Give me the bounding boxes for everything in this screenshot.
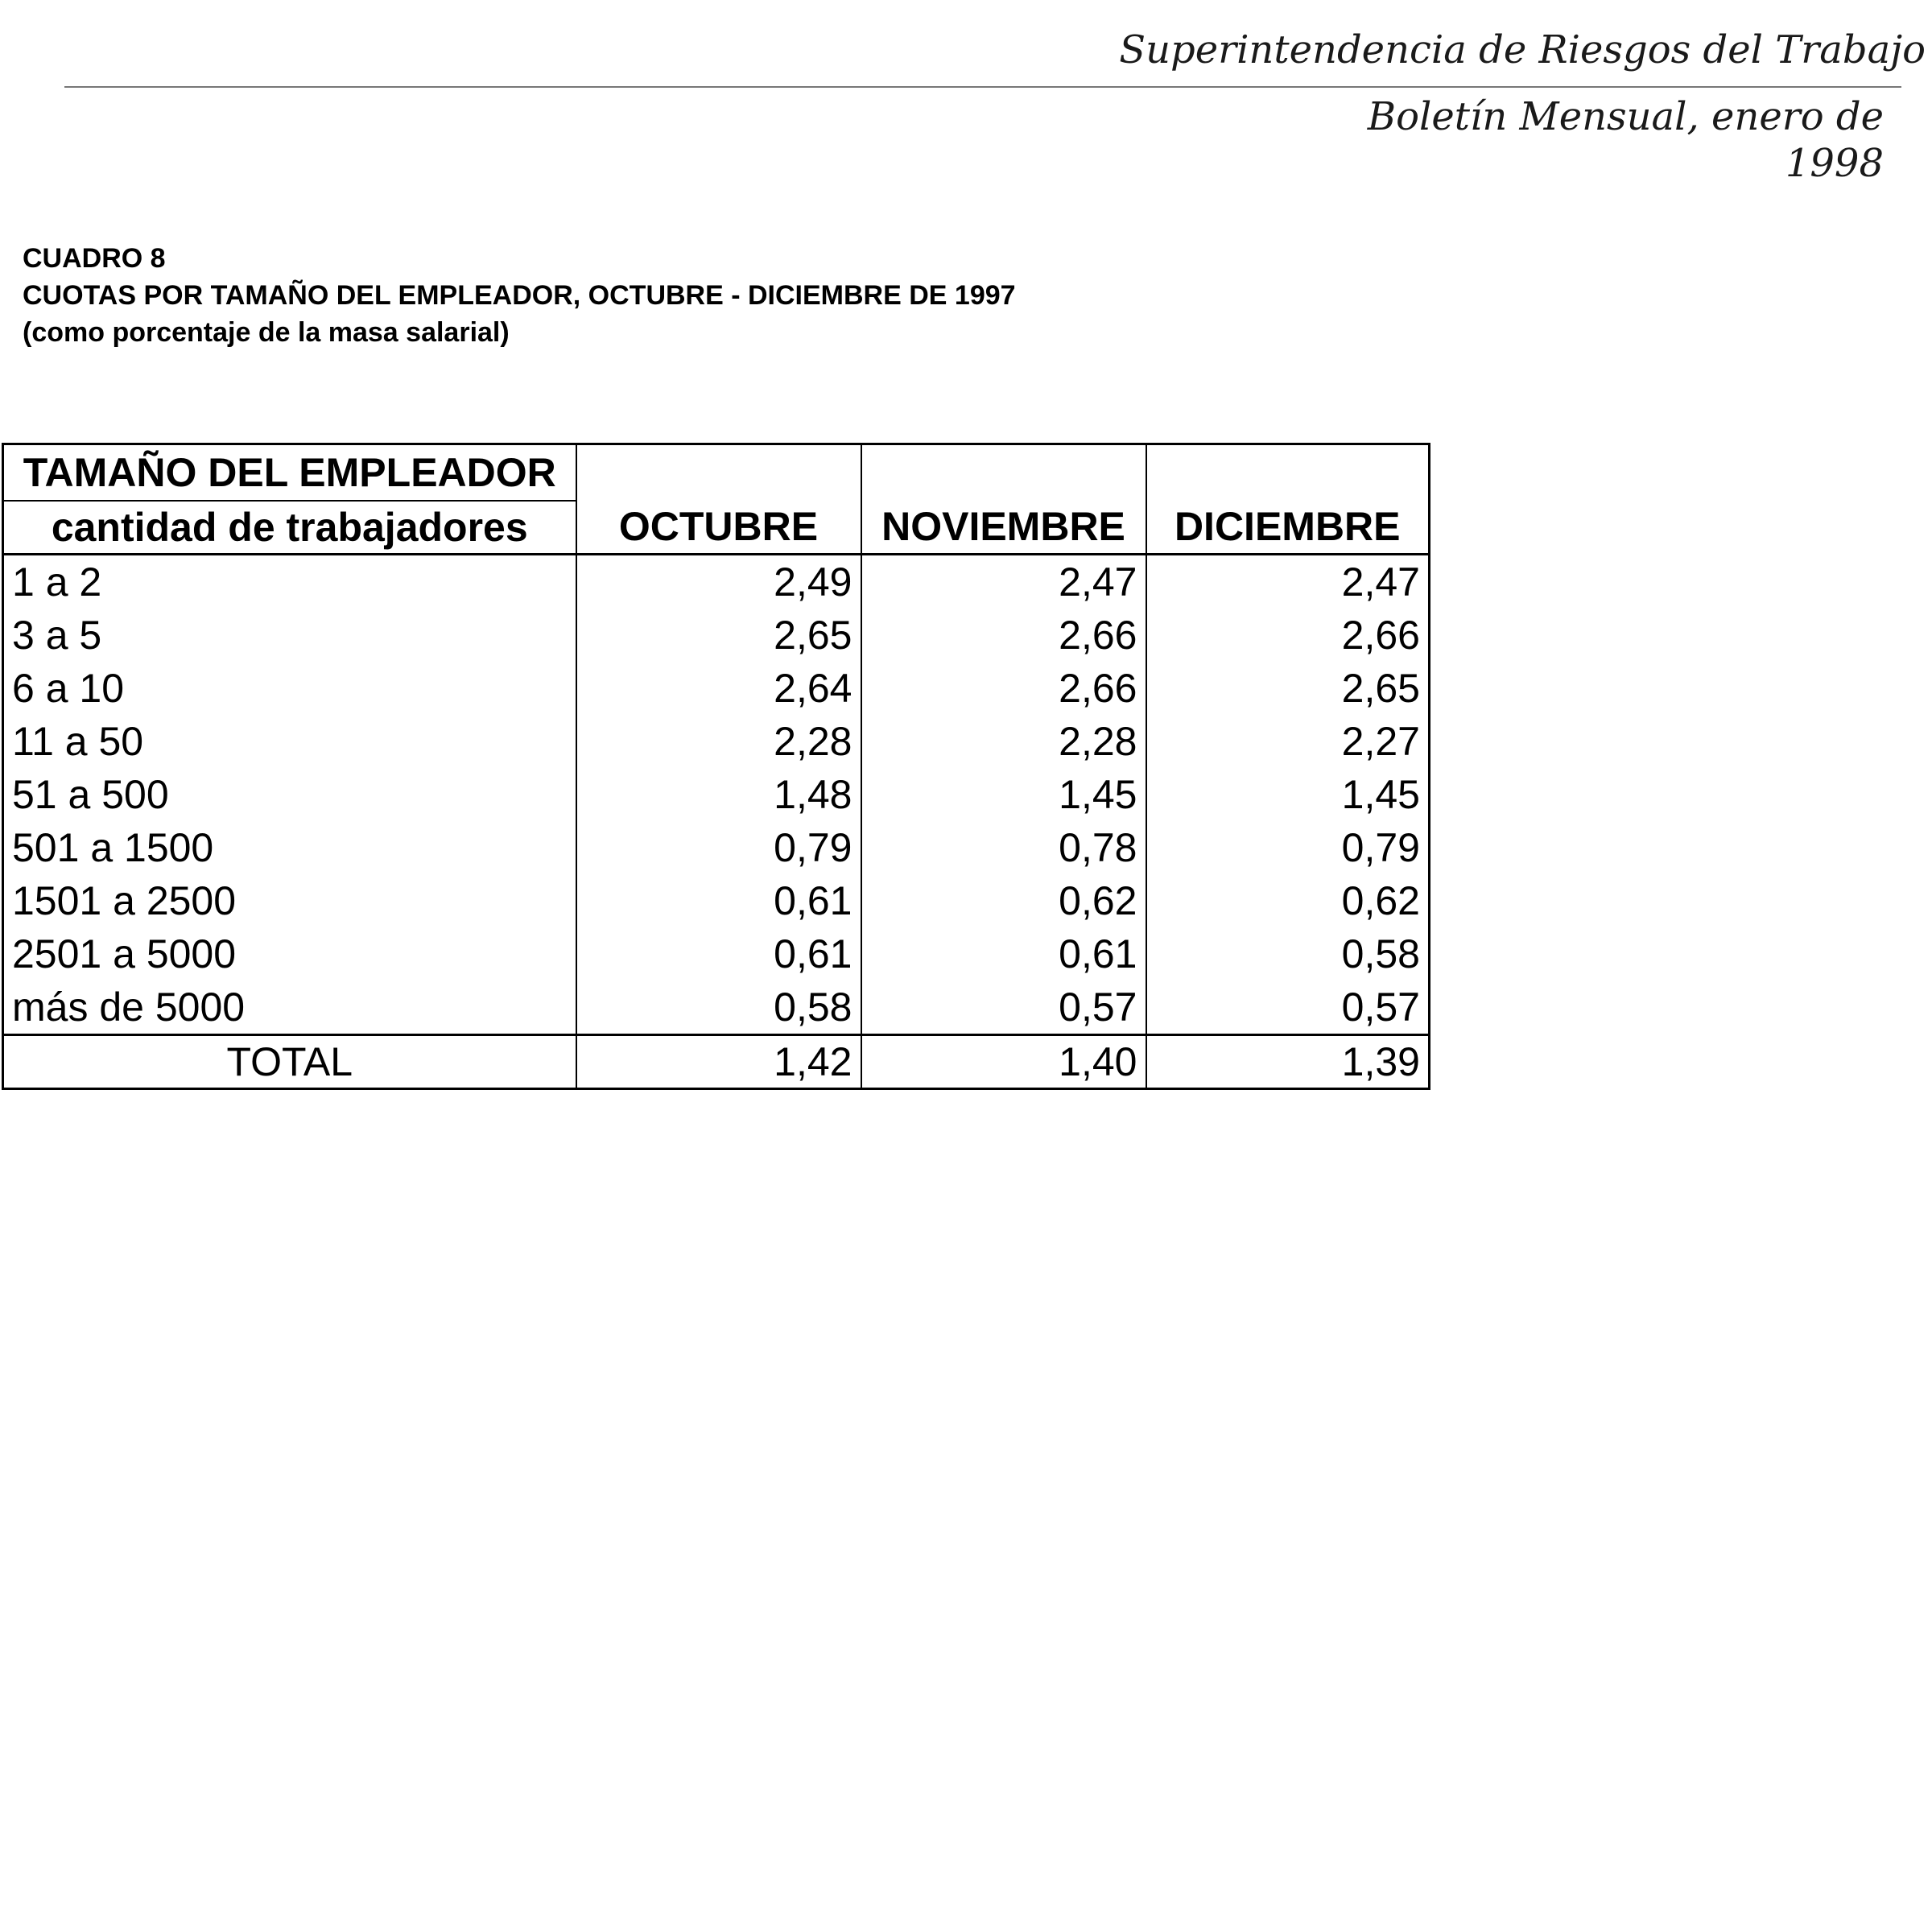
table-caption — [23, 240, 1016, 351]
total-noviembre: 1,40 — [861, 1035, 1146, 1089]
cell-octubre: 0,58 — [576, 980, 861, 1035]
header-divider — [64, 86, 1901, 88]
table-number: CUADRO 8 — [23, 243, 166, 274]
row-label: 6 a 10 — [3, 662, 576, 715]
table-row — [3, 768, 1430, 821]
header-worker-count: cantidad de trabajadores — [3, 501, 576, 555]
table-row — [3, 874, 1430, 927]
row-label: 1501 a 2500 — [3, 874, 576, 927]
cell-octubre: 0,79 — [576, 821, 861, 874]
cell-diciembre: 1,45 — [1146, 768, 1430, 821]
cell-octubre: 2,65 — [576, 609, 861, 662]
cell-octubre: 0,61 — [576, 927, 861, 980]
table-row — [3, 662, 1430, 715]
cell-noviembre: 0,78 — [861, 821, 1146, 874]
table-row — [3, 980, 1430, 1035]
row-label: 11 a 50 — [3, 715, 576, 768]
cell-diciembre: 2,65 — [1146, 662, 1430, 715]
cell-diciembre: 0,79 — [1146, 821, 1430, 874]
cell-noviembre: 2,66 — [861, 609, 1146, 662]
header-month-noviembre: NOVIEMBRE — [861, 444, 1146, 555]
bulletin-line-2: 1998 — [1785, 141, 1884, 186]
cell-diciembre: 2,66 — [1146, 609, 1430, 662]
cell-noviembre: 1,45 — [861, 768, 1146, 821]
table-subtitle: (como porcentaje de la masa salarial) — [23, 317, 510, 348]
cell-noviembre: 0,61 — [861, 927, 1146, 980]
total-diciembre: 1,39 — [1146, 1035, 1430, 1089]
row-label: 501 a 1500 — [3, 821, 576, 874]
organization-name: Superintendencia de Riesgos del Trabajo — [1119, 27, 1926, 72]
cell-noviembre: 0,57 — [861, 980, 1146, 1035]
total-octubre: 1,42 — [576, 1035, 861, 1089]
cell-diciembre: 2,27 — [1146, 715, 1430, 768]
bulletin-line-1: Boletín Mensual, enero de — [1367, 94, 1884, 139]
table-row — [3, 821, 1430, 874]
cell-octubre: 2,28 — [576, 715, 861, 768]
cell-octubre: 2,49 — [576, 555, 861, 609]
cell-octubre: 1,48 — [576, 768, 861, 821]
cell-diciembre: 0,62 — [1146, 874, 1430, 927]
cell-noviembre: 2,47 — [861, 555, 1146, 609]
cell-octubre: 2,64 — [576, 662, 861, 715]
bulletin-date — [1320, 93, 1884, 187]
cell-diciembre: 0,58 — [1146, 927, 1430, 980]
row-label: 51 a 500 — [3, 768, 576, 821]
total-label: TOTAL — [3, 1035, 576, 1089]
header-employer-size: TAMAÑO DEL EMPLEADOR — [3, 444, 576, 502]
cell-octubre: 0,61 — [576, 874, 861, 927]
table-row — [3, 715, 1430, 768]
table-row — [3, 927, 1430, 980]
row-label: 2501 a 5000 — [3, 927, 576, 980]
cell-diciembre: 0,57 — [1146, 980, 1430, 1035]
total-row — [3, 1035, 1430, 1089]
cell-noviembre: 2,28 — [861, 715, 1146, 768]
row-label: 1 a 2 — [3, 555, 576, 609]
row-label: 3 a 5 — [3, 609, 576, 662]
row-label: más de 5000 — [3, 980, 576, 1035]
cell-diciembre: 2,47 — [1146, 555, 1430, 609]
header-month-octubre: OCTUBRE — [576, 444, 861, 555]
table-row — [3, 555, 1430, 609]
table-row — [3, 609, 1430, 662]
cell-noviembre: 0,62 — [861, 874, 1146, 927]
quota-table — [2, 443, 1430, 1090]
table-header-row — [3, 444, 1430, 502]
cell-noviembre: 2,66 — [861, 662, 1146, 715]
table-title: CUOTAS POR TAMAÑO DEL EMPLEADOR, OCTUBRE - DICIEMBRE DE 1997 — [23, 280, 1016, 311]
header-month-diciembre: DICIEMBRE — [1146, 444, 1430, 555]
